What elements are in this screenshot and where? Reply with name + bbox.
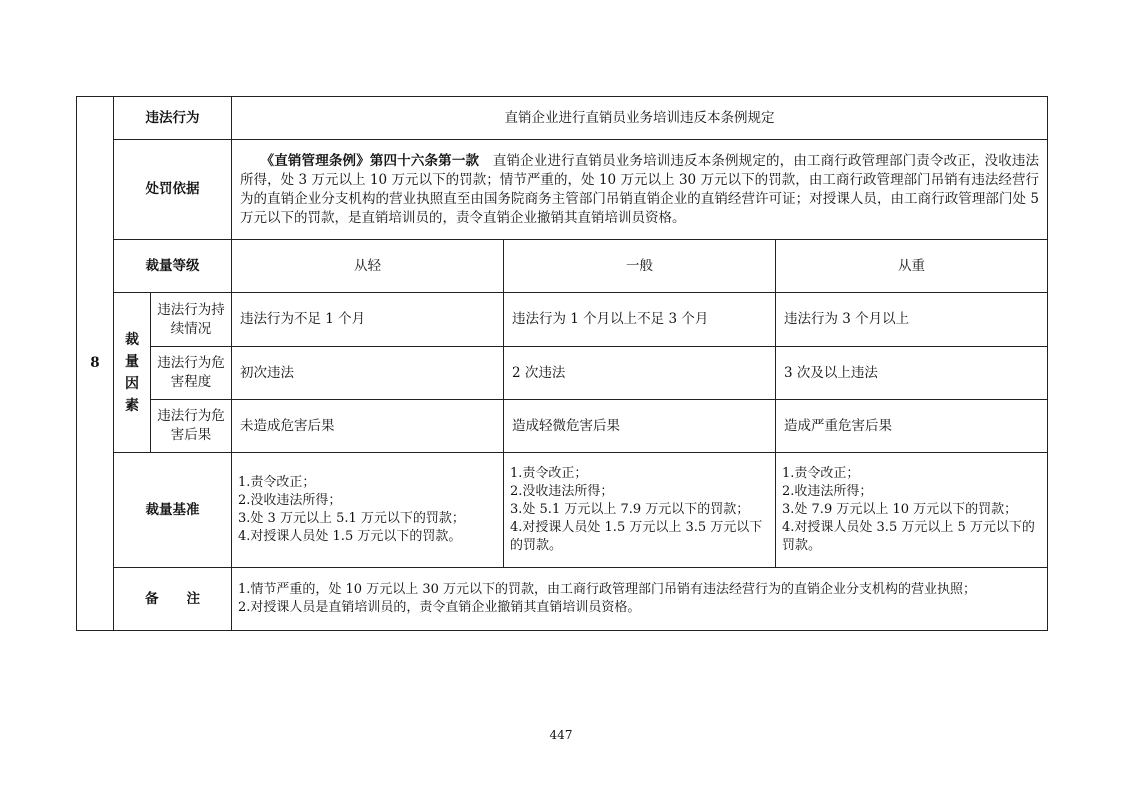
basis-content	[232, 140, 1048, 240]
violation-text: 直销企业进行直销员业务培训违反本条例规定	[232, 97, 1048, 140]
standard-item: 1.责令改正；	[782, 466, 860, 481]
basis-title: 《直销管理条例》第四十六条第一款	[267, 152, 480, 169]
remarks-label	[114, 568, 232, 631]
standard-item: 3.处 3 万元以上 5.1 万元以下的罚款；	[238, 511, 465, 526]
levels-label: 裁量等级	[114, 240, 232, 293]
factors-label-char: 量	[125, 353, 139, 370]
factor-heavy: 违法行为 3 个月以上	[776, 293, 1048, 347]
standard-item: 4.对授课人员处 3.5 万元以上 5 万元以下的罚款。	[782, 520, 1035, 553]
remark-line: 2.对授课人员是直销培训员的，责令直销企业撤销其直销培训员资格。	[238, 600, 641, 615]
factor-light: 未造成危害后果	[232, 400, 504, 453]
factor-name: 违法行为持续情况	[151, 293, 232, 347]
factor-normal: 造成轻微危害后果	[504, 400, 776, 453]
level-light: 从轻	[232, 240, 504, 293]
violation-label: 违法行为	[114, 97, 232, 140]
discretion-table	[76, 96, 1048, 631]
level-heavy: 从重	[776, 240, 1048, 293]
standard-item: 2.没收违法所得；	[510, 484, 614, 499]
factors-label-char: 素	[125, 397, 139, 414]
factor-light: 初次违法	[232, 347, 504, 400]
factor-normal: 违法行为 1 个月以上不足 3 个月	[504, 293, 776, 347]
basis-text: 直销企业进行直销员业务培训违反本条例规定的，由工商行政管理部门责令改正，没收违法所得，处 3 万元以上 10 万元以下的罚款；情节严重的，处 10 万元以上 30 万元以下的罚款，由工商行政管理部门吊销有违法经营行为的直销企业分支机构的营业执照直至由国务院商务主管部门吊销直销企业的直销经营许可证；对授课人员，由工商行政管理部门处 5 万元以下的罚款，是直销培训员的，责令直销企业撤销其直销培训员资格。	[240, 152, 1040, 226]
factor-row-consequence	[77, 400, 1048, 453]
standard-item: 4.对授课人员处 1.5 万元以下的罚款。	[238, 529, 462, 544]
remark-line: 1.情节严重的，处 10 万元以上 30 万元以下的罚款，由工商行政管理部门吊销有违法经营行为的直销企业分支机构的营业执照；	[238, 582, 977, 597]
standard-normal	[504, 453, 776, 568]
basis-label: 处罚依据	[114, 140, 232, 240]
level-normal: 一般	[504, 240, 776, 293]
standard-item: 1.责令改正；	[238, 475, 316, 490]
standard-item: 3.处 7.9 万元以上 10 万元以下的罚款；	[782, 502, 1018, 517]
standard-item: 4.对授课人员处 1.5 万元以上 3.5 万元以下的罚款。	[510, 520, 763, 553]
factor-heavy: 造成严重危害后果	[776, 400, 1048, 453]
standard-item: 3.处 5.1 万元以上 7.9 万元以下的罚款；	[510, 502, 750, 517]
page-number: 447	[549, 728, 573, 742]
factor-light: 违法行为不足 1 个月	[232, 293, 504, 347]
standard-item: 2.没收违法所得；	[238, 493, 342, 508]
remarks-content	[232, 568, 1048, 631]
standard-label: 裁量基准	[114, 453, 232, 568]
standard-light	[232, 453, 504, 568]
item-number: 8	[77, 97, 114, 631]
factor-row-severity	[77, 347, 1048, 400]
standard-item: 1.责令改正；	[510, 466, 588, 481]
standard-row	[77, 453, 1048, 568]
factor-name: 违法行为危害程度	[151, 347, 232, 400]
factors-label-char: 因	[125, 375, 139, 392]
basis-row	[77, 140, 1048, 240]
factor-normal: 2 次违法	[504, 347, 776, 400]
remarks-row	[77, 568, 1048, 631]
factor-name: 违法行为危害后果	[151, 400, 232, 453]
factors-label	[114, 293, 151, 453]
factor-row-duration	[77, 293, 1048, 347]
violation-row	[77, 97, 1048, 140]
standard-heavy	[776, 453, 1048, 568]
factor-heavy: 3 次及以上违法	[776, 347, 1048, 400]
standard-item: 2.收违法所得；	[782, 484, 873, 499]
remarks-label-text: 备注	[145, 590, 228, 607]
factors-label-char: 裁	[125, 331, 139, 348]
levels-row	[77, 240, 1048, 293]
